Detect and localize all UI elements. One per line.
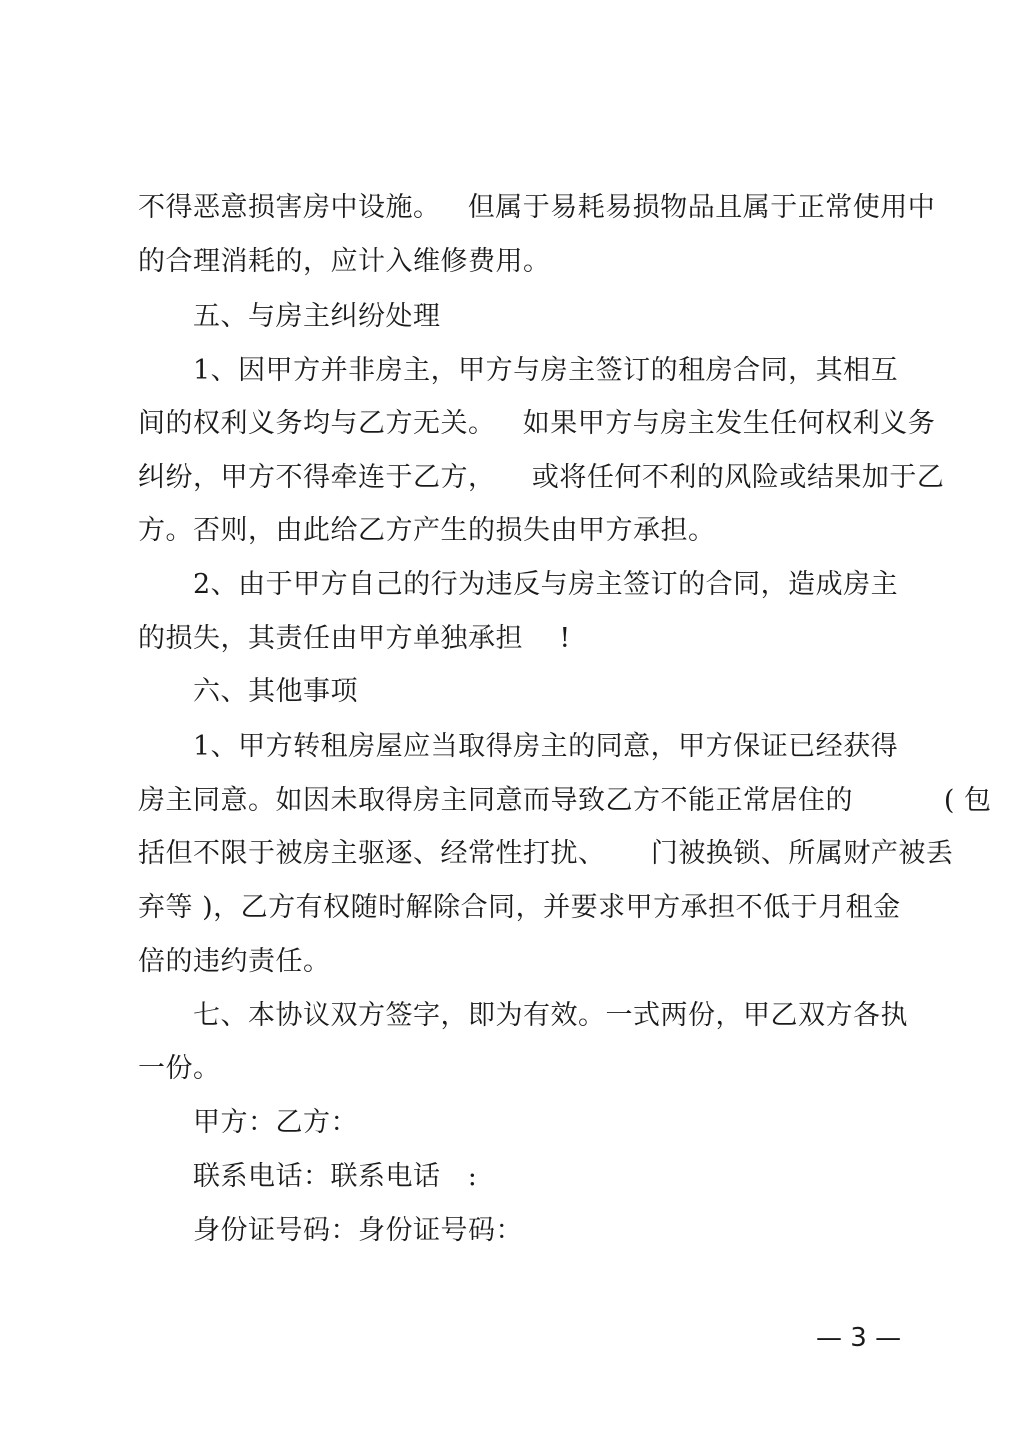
paragraph-line: 纠纷，甲方不得牵连于乙方， 或将任何不利的风险或结果加于乙 <box>138 462 945 493</box>
section-heading: 六、其他事项 <box>193 676 358 707</box>
paragraph-line: 2、由于甲方自己的行为违反与房主签订的合同，造成房主 <box>193 569 899 600</box>
id-number-line: 身份证号码：身份证号码： <box>193 1215 523 1246</box>
paragraph-line: 的损失，其责任由甲方单独承担 ! <box>138 623 571 654</box>
paragraph-line: 1、因甲方并非房主，甲方与房主签订的租房合同，其相互 <box>193 355 899 386</box>
paragraph-line: 的合理消耗的，应计入维修费用。 <box>138 246 551 277</box>
paragraph-line: 一份。 <box>138 1053 221 1084</box>
paragraph-line: 倍的违约责任。 <box>138 946 331 977</box>
contact-phone-line: 联系电话：联系电话 : <box>193 1161 478 1192</box>
paragraph-line: 七、本协议双方签字，即为有效。一式两份，甲乙双方各执 <box>193 1000 908 1031</box>
paragraph-line: 弃等 )，乙方有权随时解除合同，并要求甲方承担不低于月租金 <box>138 892 901 923</box>
section-heading: 五、与房主纠纷处理 <box>193 301 441 332</box>
paragraph-line: 方。否则，由此给乙方产生的损失由甲方承担。 <box>138 515 716 546</box>
signature-parties-line: 甲方：乙方： <box>193 1107 358 1138</box>
paragraph-line: 房主同意。如因未取得房主同意而导致乙方不能正常居住的 ( 包 <box>138 785 992 816</box>
paragraph-line: 间的权利义务均与乙方无关。 如果甲方与房主发生任何权利义务 <box>138 408 936 439</box>
paragraph-line: 1、甲方转租房屋应当取得房主的同意，甲方保证已经获得 <box>193 731 899 762</box>
paragraph-line: 括但不限于被房主驱逐、经常性打扰、 门被换锁、所属财产被丢 <box>138 838 954 869</box>
page-number: — 3 — <box>816 1323 902 1353</box>
paragraph-line: 不得恶意损害房中设施。 但属于易耗易损物品且属于正常使用中 <box>138 192 936 223</box>
